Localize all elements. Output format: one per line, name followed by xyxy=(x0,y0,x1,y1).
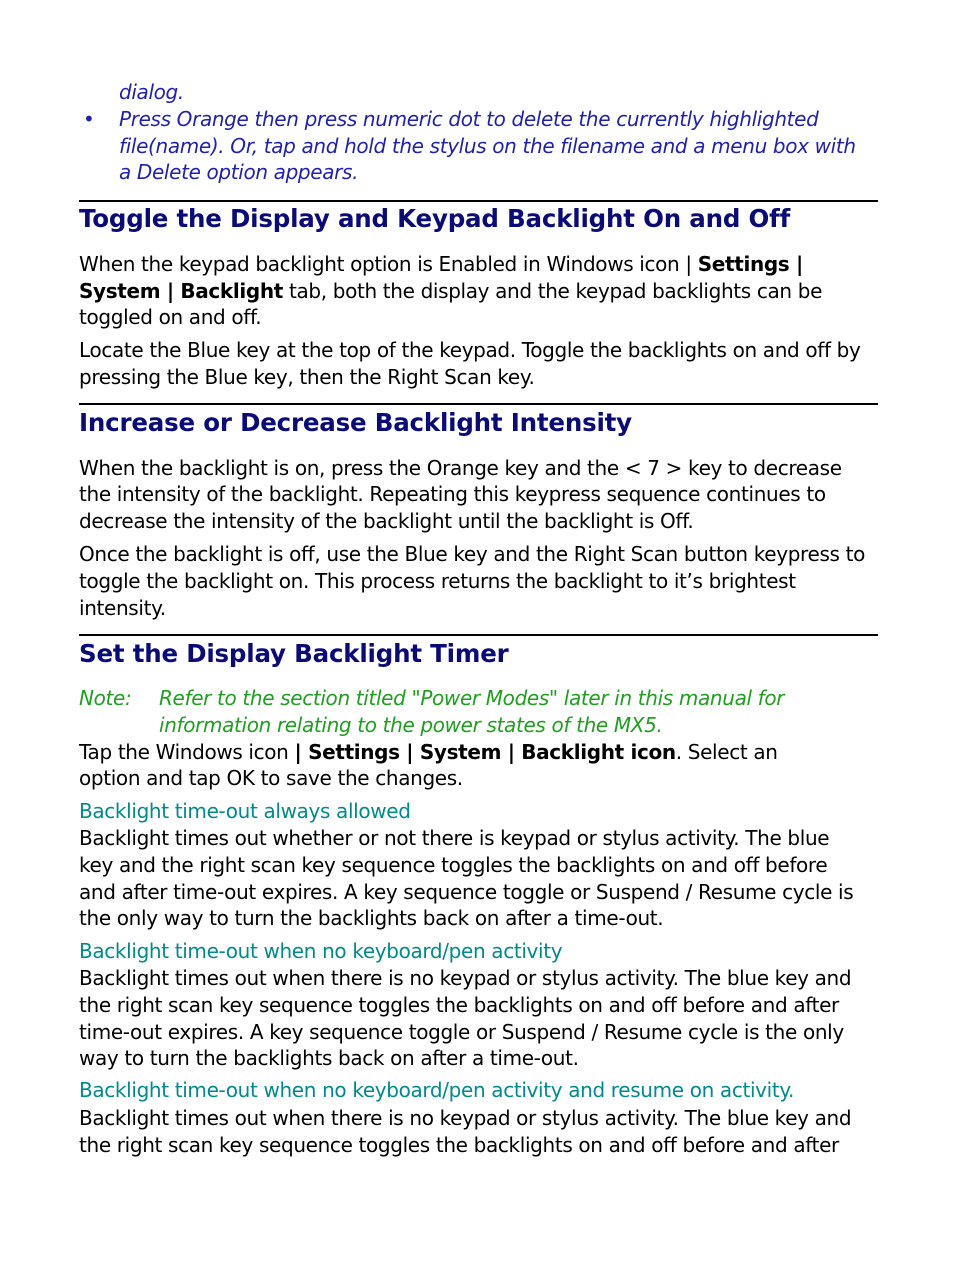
bullet-line: a Delete option appears. xyxy=(119,160,359,184)
section-divider xyxy=(79,200,878,202)
paragraph-line: pressing the Blue key, then the Right Scan key. xyxy=(79,365,535,389)
paragraph-line: When the backlight is on, press the Orange key and the < 7 > key to decrease xyxy=(79,456,842,480)
paragraph-line: decrease the intensity of the backlight until the backlight is Off. xyxy=(79,509,694,533)
note-label: Note: xyxy=(79,686,132,710)
bullet-line: Press Orange then press numeric dot to delete the currently highlighted xyxy=(119,107,819,131)
section-heading-intensity: Increase or Decrease Backlight Intensity xyxy=(79,408,632,437)
paragraph-line: Backlight times out whether or not there is keypad or stylus activity. The blue xyxy=(79,826,830,850)
section-divider xyxy=(79,634,878,636)
paragraph-line: the only way to turn the backlights back on after a time-out. xyxy=(79,906,664,930)
paragraph-line: toggle the backlight on. This process returns the backlight to it’s brightest xyxy=(79,569,796,593)
paragraph-line: System | Backlight tab, both the display and the keypad backlights can be xyxy=(79,279,823,303)
paragraph-line: and after time-out expires. A key sequence toggle or Suspend / Resume cycle is xyxy=(79,880,854,904)
paragraph-line: the right scan key sequence toggles the backlights on and off before and after xyxy=(79,1133,839,1157)
paragraph-line: time-out expires. A key sequence toggle or Suspend / Resume cycle is the only xyxy=(79,1020,844,1044)
paragraph-line: the right scan key sequence toggles the backlights on and off before and after xyxy=(79,993,839,1017)
section-heading-timer: Set the Display Backlight Timer xyxy=(79,639,509,668)
note-line: information relating to the power states of the MX5. xyxy=(159,713,663,737)
option-heading: Backlight time-out always allowed xyxy=(79,799,411,823)
paragraph-line: intensity. xyxy=(79,596,166,620)
paragraph-line: Tap the Windows icon | Settings | System | Backlight icon. Select an xyxy=(79,740,778,764)
section-heading-toggle: Toggle the Display and Keypad Backlight On and Off xyxy=(79,204,791,233)
paragraph-line: Backlight times out when there is no keypad or stylus activity. The blue key and xyxy=(79,1106,852,1130)
bullet-continued-line: dialog. xyxy=(119,80,184,104)
paragraph-line: the intensity of the backlight. Repeating this keypress sequence continues to xyxy=(79,482,826,506)
note-line: Refer to the section titled "Power Modes" later in this manual for xyxy=(159,686,785,710)
option-heading: Backlight time-out when no keyboard/pen activity and resume on activity. xyxy=(79,1078,794,1102)
paragraph-line: option and tap OK to save the changes. xyxy=(79,766,463,790)
paragraph-line: way to turn the backlights back on after a time-out. xyxy=(79,1046,579,1070)
bullet-dot: • xyxy=(83,107,95,131)
paragraph-line: Once the backlight is off, use the Blue key and the Right Scan button keypress to xyxy=(79,542,865,566)
paragraph-line: toggled on and off. xyxy=(79,305,262,329)
section-divider xyxy=(79,403,878,405)
paragraph-line: When the keypad backlight option is Enabled in Windows icon | Settings | xyxy=(79,252,803,276)
option-heading: Backlight time-out when no keyboard/pen activity xyxy=(79,939,563,963)
paragraph-line: Backlight times out when there is no keypad or stylus activity. The blue key and xyxy=(79,966,852,990)
paragraph-line: key and the right scan key sequence toggles the backlights on and off before xyxy=(79,853,828,877)
bullet-line: file(name). Or, tap and hold the stylus on the filename and a menu box with xyxy=(119,134,856,158)
paragraph-line: Locate the Blue key at the top of the keypad. Toggle the backlights on and off by xyxy=(79,338,861,362)
